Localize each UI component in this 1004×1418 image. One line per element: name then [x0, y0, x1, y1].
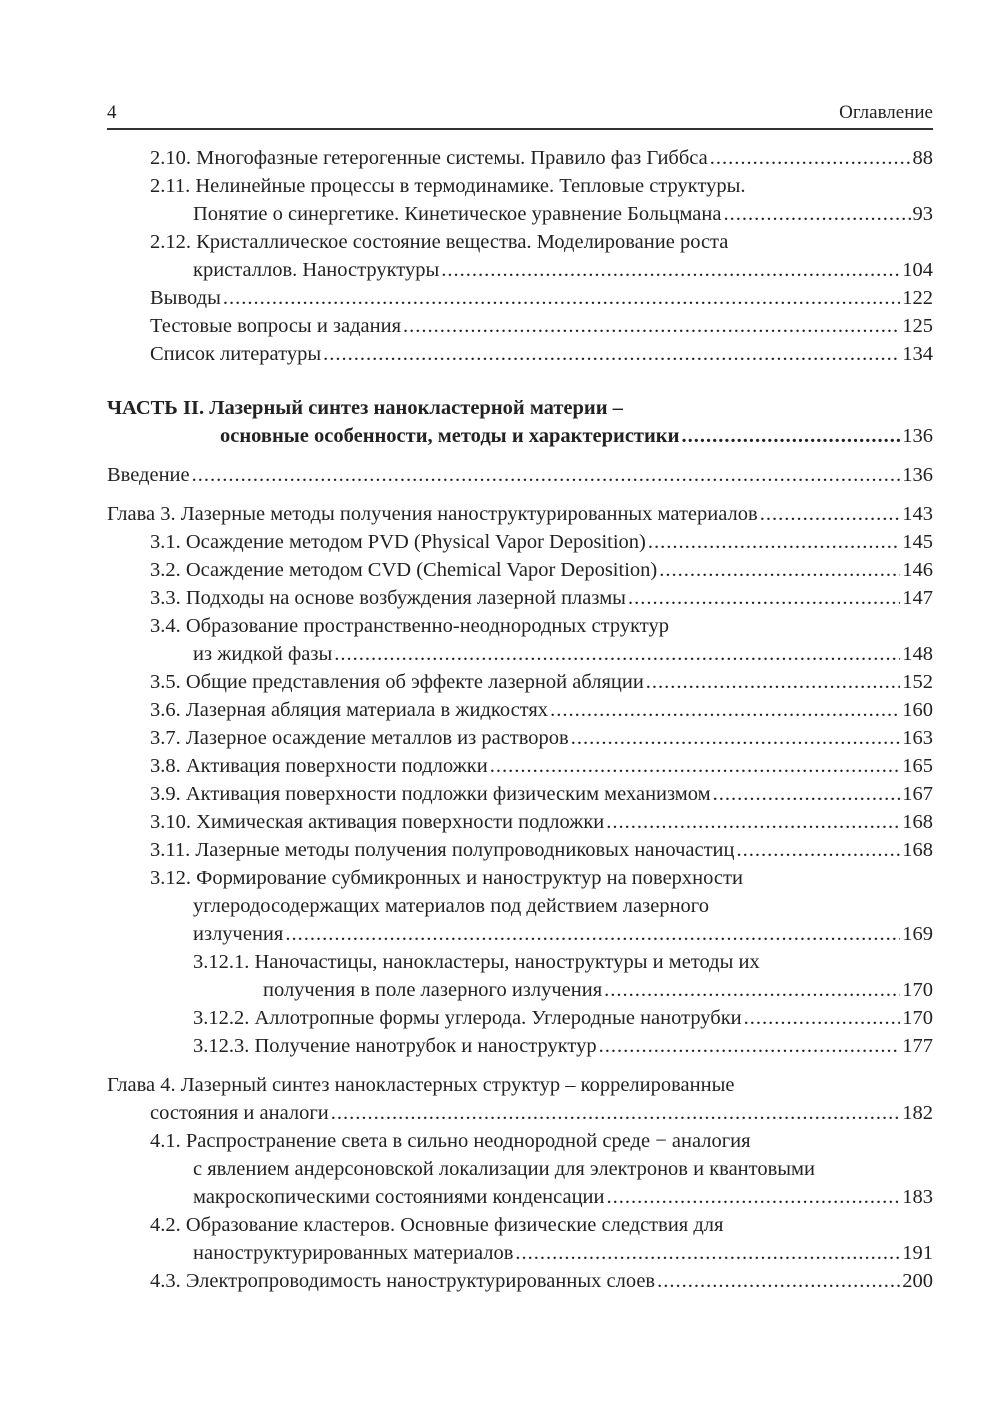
toc-page-number: 165	[902, 755, 933, 777]
dot-leader	[403, 312, 900, 340]
toc-page-number: 160	[902, 699, 933, 721]
toc-entry-text: основные особенности, методы и характеристики	[220, 425, 680, 447]
dot-leader	[571, 724, 901, 752]
toc-entry[interactable]	[107, 172, 933, 228]
toc-page-number: 136	[902, 425, 933, 447]
dot-leader	[192, 461, 901, 489]
toc-entry-text: 3.10. Химическая активация поверхности подложки	[150, 811, 605, 833]
toc-entry[interactable]	[107, 612, 933, 668]
toc-entry[interactable]	[107, 284, 933, 312]
toc-entry[interactable]	[107, 836, 933, 864]
toc-entry[interactable]	[107, 340, 933, 368]
toc-page-number: 170	[902, 979, 933, 1001]
dot-leader	[331, 1099, 901, 1127]
toc-entry-text: 2.11. Нелинейные процессы в термодинамике. Тепловые структуры.	[150, 175, 746, 197]
toc-page-number: 146	[902, 559, 933, 581]
toc-page-number: 191	[902, 1242, 933, 1264]
toc-entry[interactable]	[107, 724, 933, 752]
page-header	[107, 100, 933, 130]
dot-leader	[628, 584, 900, 612]
toc-entry[interactable]	[107, 948, 933, 1004]
toc-entry[interactable]	[107, 144, 933, 172]
toc-page-number: 134	[902, 343, 933, 365]
toc-entry[interactable]	[107, 312, 933, 340]
toc-entry-text: Глава 3. Лазерные методы получения наноструктурированных материалов	[107, 503, 758, 525]
toc-entry-text: Выводы	[150, 287, 221, 309]
dot-leader	[607, 1183, 901, 1211]
dot-leader	[285, 920, 900, 948]
toc-entry-text: Глава 4. Лазерный синтез нанокластерных структур – коррелированные	[107, 1074, 735, 1096]
toc-entry-text: 4.2. Образование кластеров. Основные физические следствия для	[150, 1214, 724, 1236]
dot-leader	[599, 1032, 901, 1060]
toc-page-number: 200	[902, 1270, 933, 1292]
toc-entry[interactable]	[107, 1071, 933, 1127]
dot-leader	[550, 696, 900, 724]
toc-page-number: 136	[902, 464, 933, 486]
toc-entry-text: 3.9. Активация поверхности подложки физическим механизмом	[150, 783, 711, 805]
toc-entry-text: состояния и аналоги	[150, 1102, 329, 1124]
toc-entry[interactable]	[107, 752, 933, 780]
dot-leader	[713, 780, 901, 808]
dot-leader	[515, 1239, 900, 1267]
toc-entry-text: макроскопическими состояниями конденсации	[193, 1186, 605, 1208]
dot-leader	[659, 556, 900, 584]
toc-entry-text: 3.3. Подходы на основе возбуждения лазерной плазмы	[150, 587, 626, 609]
dot-leader	[334, 640, 900, 668]
toc-entry-text: 4.3. Электропроводимость наноструктурированных слоев	[150, 1270, 656, 1292]
toc-entry[interactable]	[107, 696, 933, 724]
toc-entry-text: 3.1. Осаждение методом PVD (Physical Vapor Deposition)	[150, 531, 646, 553]
toc-page-number: 145	[902, 531, 933, 553]
toc-page-number: 170	[902, 1007, 933, 1029]
toc-entry[interactable]	[107, 528, 933, 556]
toc-page-number: 88	[912, 147, 933, 169]
page-number: 4	[107, 102, 117, 123]
toc-entry-text: 3.12.2. Аллотропные формы углерода. Углеродные нанотрубки	[193, 1007, 742, 1029]
dot-leader	[723, 200, 910, 228]
toc-page-number: 183	[902, 1186, 933, 1208]
dot-leader	[223, 284, 900, 312]
toc-entry[interactable]	[107, 1127, 933, 1211]
toc-entry-text: излучения	[193, 923, 284, 945]
dot-leader	[323, 340, 900, 368]
toc-page-number: 147	[902, 587, 933, 609]
dot-leader	[744, 1004, 901, 1032]
toc-entry[interactable]	[107, 500, 933, 528]
toc-entry-text: 3.7. Лазерное осаждение металлов из растворов	[150, 727, 569, 749]
dot-leader	[441, 256, 900, 284]
toc-page-number: 104	[902, 259, 933, 281]
dot-leader	[646, 668, 900, 696]
toc-entry-text: 3.12.1. Наночастицы, нанокластеры, наноструктуры и методы их	[193, 951, 760, 973]
dot-leader	[737, 836, 901, 864]
toc-entry-text: с явлением андерсоновской локализации для электронов и квантовыми	[193, 1158, 815, 1180]
toc-entry-text: 3.11. Лазерные методы получения полупроводниковых наночастиц	[150, 839, 735, 861]
toc-entry-text: ЧАСТЬ II. Лазерный синтез нанокластерной материи –	[107, 397, 623, 419]
toc-page-number: 168	[902, 811, 933, 833]
dot-leader	[604, 976, 900, 1004]
dot-leader	[490, 752, 901, 780]
running-title: Оглавление	[839, 102, 933, 123]
toc-entry[interactable]	[107, 1267, 933, 1295]
toc-entry[interactable]	[107, 1211, 933, 1267]
toc-entry-text: Тестовые вопросы и задания	[150, 315, 402, 337]
toc-entry-text: из жидкой фазы	[193, 643, 333, 665]
toc-entry-text: кристаллов. Наноструктуры	[193, 259, 440, 281]
toc-entry[interactable]	[107, 1004, 933, 1032]
toc-page-number: 182	[902, 1102, 933, 1124]
toc-entry-text: 3.2. Осаждение методом CVD (Chemical Vapor Deposition)	[150, 559, 658, 581]
dot-leader	[648, 528, 900, 556]
toc-page-number: 125	[902, 315, 933, 337]
toc-entry-text: 3.6. Лазерная абляция материала в жидкостях	[150, 699, 549, 721]
toc-entry-text: 3.4. Образование пространственно-неоднородных структур	[150, 615, 669, 637]
toc-entry[interactable]	[107, 780, 933, 808]
dot-leader	[606, 808, 900, 836]
dot-leader	[657, 1267, 900, 1295]
toc-page-number: 152	[902, 671, 933, 693]
toc-entry-text: Список литературы	[150, 343, 322, 365]
toc-page-number: 168	[902, 839, 933, 861]
toc-entry[interactable]	[107, 461, 933, 489]
toc-entry[interactable]	[107, 228, 933, 284]
dot-leader	[681, 422, 900, 450]
dot-leader	[710, 144, 911, 172]
toc-entry-text: 2.12. Кристаллическое состояние вещества. Моделирование роста	[150, 231, 729, 253]
toc-page-number: 93	[912, 203, 933, 225]
toc-page-number: 169	[902, 923, 933, 945]
toc-entry-text: 4.1. Распространение света в сильно неоднородной среде − аналогия	[150, 1130, 751, 1152]
toc-entry-text: 2.10. Многофазные гетерогенные системы. Правило фаз Гиббса	[150, 147, 708, 169]
toc-entry-text: 3.8. Активация поверхности подложки	[150, 755, 488, 777]
toc-entry-text: Понятие о синергетике. Кинетическое уравнение Больцмана	[193, 203, 722, 225]
table-of-contents	[107, 144, 933, 1295]
toc-page-number: 143	[902, 503, 933, 525]
toc-page-number: 163	[902, 727, 933, 749]
toc-entry[interactable]	[107, 864, 933, 948]
toc-entry-text: углеродосодержащих материалов под действием лазерного	[193, 895, 709, 917]
toc-entry[interactable]	[107, 394, 933, 450]
toc-entry-text: 3.12.3. Получение нанотрубок и наноструктур	[193, 1035, 597, 1057]
toc-entry-text: 3.12. Формирование субмикронных и наноструктур на поверхности	[150, 867, 743, 889]
toc-page-number: 177	[902, 1035, 933, 1057]
toc-page-number: 122	[902, 287, 933, 309]
toc-entry-text: 3.5. Общие представления об эффекте лазерной абляции	[150, 671, 644, 693]
dot-leader	[760, 500, 901, 528]
toc-entry-text: наноструктурированных материалов	[193, 1242, 514, 1264]
toc-entry[interactable]	[107, 1032, 933, 1060]
toc-page-number: 167	[902, 783, 933, 805]
toc-entry-text: получения в поле лазерного излучения	[263, 979, 603, 1001]
toc-entry[interactable]	[107, 556, 933, 584]
toc-page-number: 148	[902, 643, 933, 665]
toc-entry-text: Введение	[107, 464, 190, 486]
toc-entry[interactable]	[107, 808, 933, 836]
toc-entry[interactable]	[107, 668, 933, 696]
toc-entry[interactable]	[107, 584, 933, 612]
